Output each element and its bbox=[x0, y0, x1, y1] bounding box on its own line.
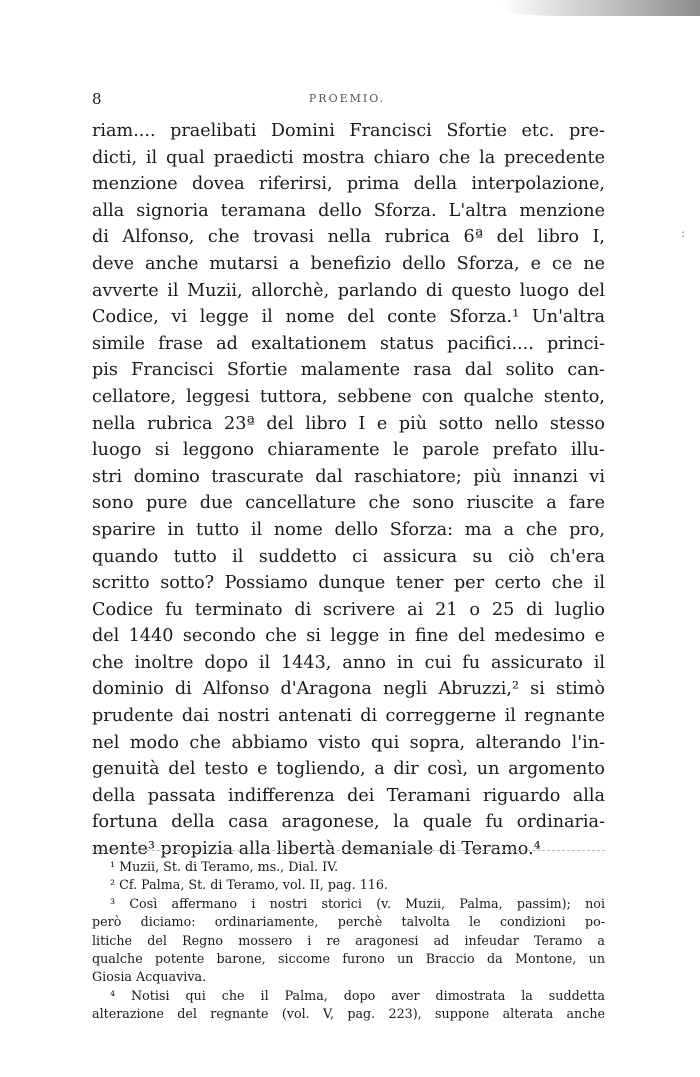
text-line: nel modo che abbiamo visto qui sopra, alterando l'in- bbox=[92, 732, 605, 753]
text-line: sparire in tutto il nome dello Sforza: ma a che pro, bbox=[92, 519, 605, 540]
running-head: PROEMIO. bbox=[308, 92, 386, 105]
footnote: ⁴ Notisi qui che il Palma, dopo aver dimostrata la suddetta bbox=[110, 987, 605, 1003]
text-line: genuità del testo e togliendo, a dir così, un argomento bbox=[92, 759, 605, 780]
footnote-continuation: Giosia Acquaviva. bbox=[92, 969, 207, 985]
text-line: simile frase ad exaltationem status pacifici.... princi- bbox=[92, 333, 605, 354]
text-line: avverte il Muzii, allorchè, parlando di questo luogo del bbox=[92, 280, 605, 301]
text-line: Codice fu terminato di scrivere ai 21 o 25 di luglio bbox=[92, 599, 605, 620]
footnote: ³ Così affermano i nostri storici (v. Muzii, Palma, passim); noi bbox=[110, 895, 605, 911]
footnote-continuation: alterazione del regnante (vol. V, pag. 223), suppone alterata anche bbox=[92, 1006, 605, 1022]
text-line: pis Francisci Sfortie malamente rasa dal solito can- bbox=[92, 360, 605, 381]
text-line: prudente dai nostri antenati di correggerne il regnante bbox=[92, 706, 605, 727]
text-line: della passata indifferenza dei Teramani riguardo alla bbox=[92, 785, 605, 806]
footnote: ² Cf. Palma, St. di Teramo, vol. II, pag. 116. bbox=[110, 877, 388, 893]
text-line: scritto sotto? Possiamo dunque tener per certo che il bbox=[92, 573, 605, 594]
text-line: quando tutto il suddetto ci assicura su ciò ch'era bbox=[92, 546, 605, 567]
page-header bbox=[92, 90, 602, 110]
text-line: di Alfonso, che trovasi nella rubrica 6ª del libro I, bbox=[92, 227, 605, 248]
text-line: cellatore, leggesi tuttora, sebbene con qualche stento, bbox=[92, 386, 605, 407]
text-line: luogo si leggono chiaramente le parole prefato illu- bbox=[92, 440, 605, 461]
footnote: ¹ Muzii, St. di Teramo, ms., Dial. IV. bbox=[110, 859, 339, 874]
text-line: Codice, vi legge il nome del conte Sforza.¹ Un'altra bbox=[92, 307, 605, 328]
text-line: deve anche mutarsi a benefizio dello Sforza, e ce ne bbox=[92, 253, 605, 274]
footnote-continuation: qualche potente barone, siccome furono un Braccio da Montone, un bbox=[92, 951, 605, 967]
page-number: 8 bbox=[92, 90, 102, 108]
text-line: menzione dovea riferirsi, prima della interpolazione, bbox=[92, 174, 605, 195]
footnote-continuation: litiche del Regno mossero i re aragonesi ad infeudar Teramo a bbox=[92, 932, 605, 948]
footnote-continuation: però diciamo: ordinariamente, perchè talvolta le condizioni po- bbox=[92, 914, 605, 930]
text-line: dicti, il qual praedicti mostra chiaro che la precedente bbox=[92, 147, 605, 168]
text-line: stri domino trascurate dal raschiatore; più innanzi vi bbox=[92, 466, 605, 487]
scan-smudge bbox=[500, 0, 700, 16]
text-line: fortuna della casa aragonese, la quale fu ordinaria- bbox=[92, 812, 605, 833]
footnotes bbox=[92, 858, 605, 1024]
text-line: del 1440 secondo che si legge in fine del medesimo e bbox=[92, 626, 605, 647]
text-line: dominio di Alfonso d'Aragona negli Abruzzi,² si stimò bbox=[92, 679, 605, 700]
text-line: che inoltre dopo il 1443, anno in cui fu assicurato il bbox=[92, 652, 605, 673]
margin-mark: : bbox=[681, 226, 686, 240]
text-line: riam.... praelibati Domini Francisci Sfortie etc. pre- bbox=[92, 121, 605, 141]
text-line: sono pure due cancellature che sono riuscite a fare bbox=[92, 493, 605, 514]
footnote-divider bbox=[92, 850, 605, 851]
text-line: alla signoria teramana dello Sforza. L'altra menzione bbox=[92, 200, 605, 221]
text-line: mente³ propizia alla libertà demaniale di Teramo.⁴ bbox=[92, 839, 541, 860]
body-text bbox=[92, 118, 605, 863]
text-line: nella rubrica 23ª del libro I e più sotto nello stesso bbox=[92, 413, 605, 434]
